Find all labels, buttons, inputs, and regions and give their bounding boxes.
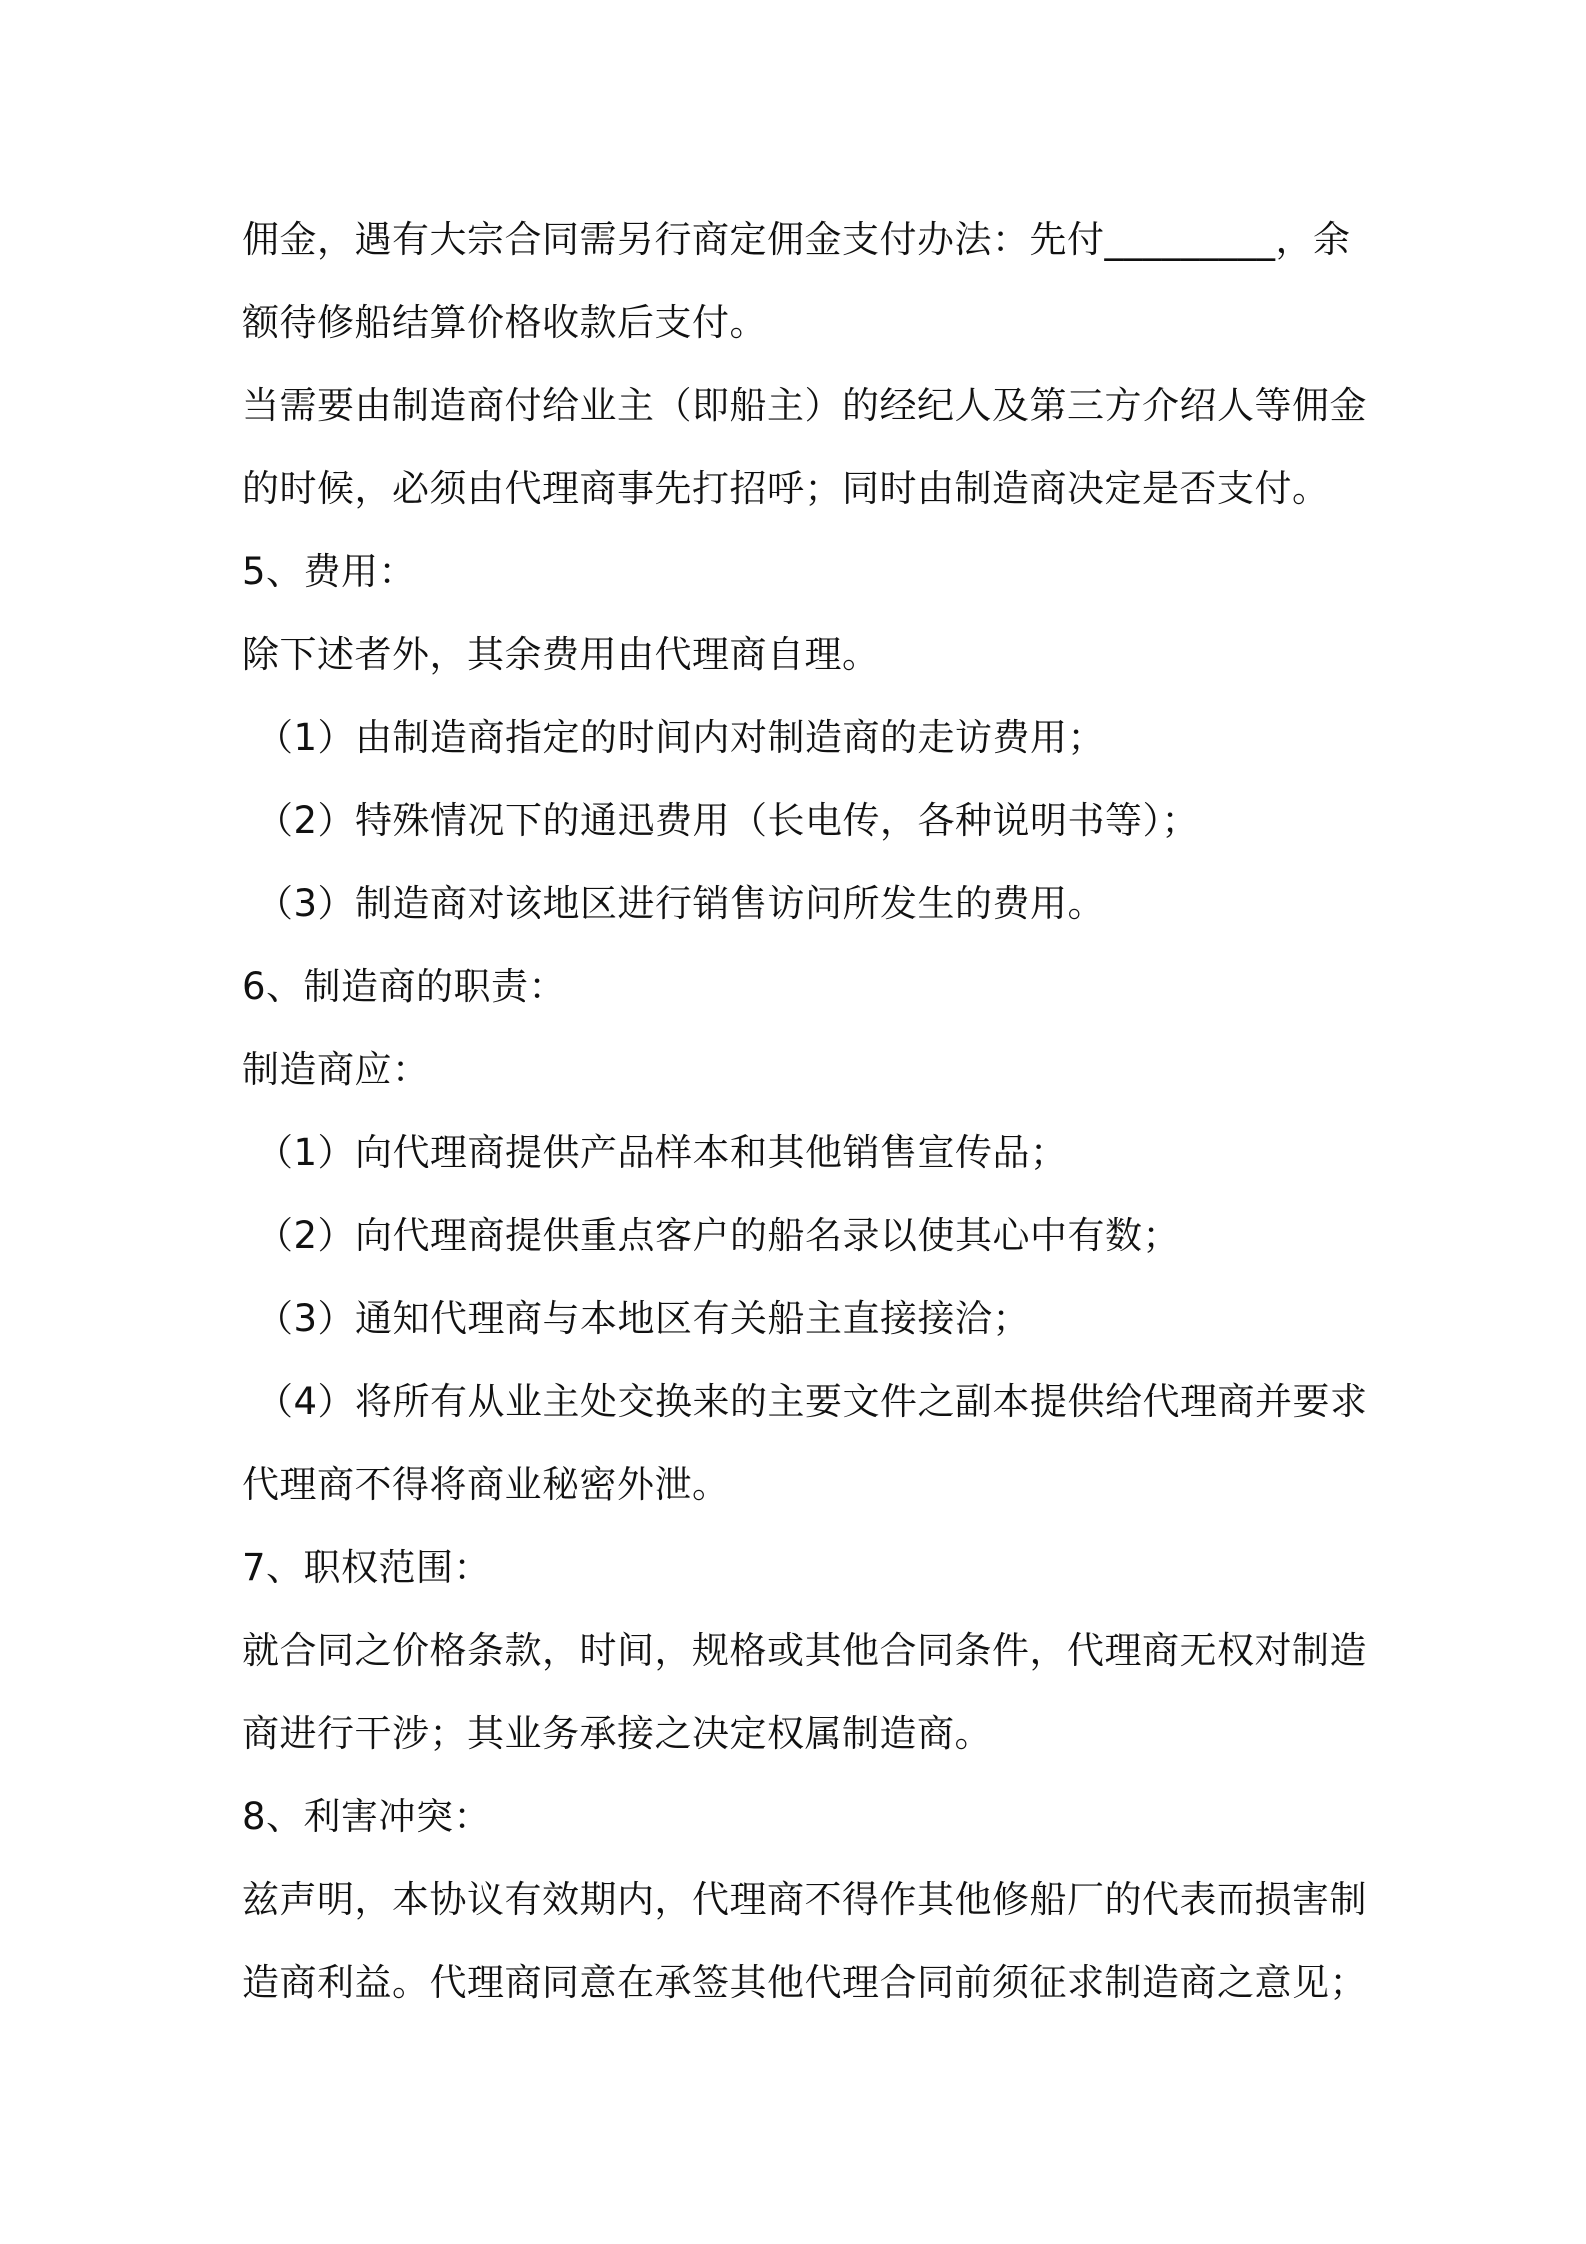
text-line: 就合同之价格条款，时间，规格或其他合同条件，代理商无权对制造 (242, 1629, 1367, 1672)
list-item: （2）向代理商提供重点客户的船名录以使其心中有数； (256, 1214, 1181, 1257)
list-item: （3）通知代理商与本地区有关船主直接接洽； (256, 1297, 1031, 1340)
list-item: （3）制造商对该地区进行销售访问所发生的费用。 (256, 882, 1106, 925)
text-line: 佣金，遇有大宗合同需另行商定佣金支付办法：先付_________，余 (242, 218, 1351, 261)
text-line: 额待修船结算价格收款后支付。 (242, 301, 767, 344)
text-line: 兹声明，本协议有效期内，代理商不得作其他修船厂的代表而损害制 (242, 1878, 1367, 1921)
text-line: 造商利益。代理商同意在承签其他代理合同前须征求制造商之意见； (242, 1961, 1367, 2004)
text-line: 代理商不得将商业秘密外泄。 (242, 1463, 730, 1506)
section-heading-duties: 6、制造商的职责： (242, 965, 567, 1008)
section-heading-fees: 5、费用： (242, 550, 417, 593)
document-body (242, 198, 1368, 2024)
section-heading-conflict: 8、利害冲突： (242, 1795, 492, 1838)
list-item: （1）向代理商提供产品样本和其他销售宣传品； (256, 1131, 1068, 1174)
section-heading-authority: 7、职权范围： (242, 1546, 492, 1589)
list-item: （4）将所有从业主处交换来的主要文件之副本提供给代理商并要求 (256, 1380, 1368, 1423)
list-item: （1）由制造商指定的时间内对制造商的走访费用； (256, 716, 1106, 759)
text-line: 当需要由制造商付给业主（即船主）的经纪人及第三方介绍人等佣金 (242, 384, 1367, 427)
text-line: 商进行干涉；其业务承接之决定权属制造商。 (242, 1712, 992, 1755)
list-item: （2）特殊情况下的通迅费用（长电传，各种说明书等）； (256, 799, 1200, 842)
text-line: 除下述者外，其余费用由代理商自理。 (242, 633, 880, 676)
text-line: 制造商应： (242, 1048, 430, 1091)
text-line: 的时候，必须由代理商事先打招呼；同时由制造商决定是否支付。 (242, 467, 1330, 510)
